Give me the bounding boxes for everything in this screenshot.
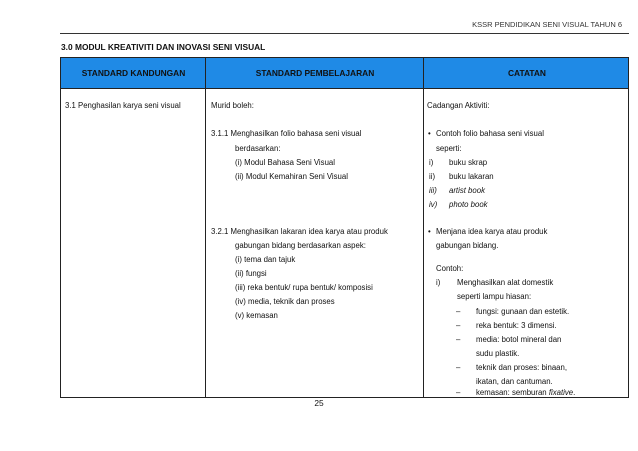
- activity-bullet-1: Contoh folio bahasa seni visual: [436, 129, 544, 138]
- aspect-item-cont: sudu plastik.: [476, 349, 520, 358]
- activity-bullet-2: Menjana idea karya atau produk: [436, 227, 548, 236]
- aspect-item: [476, 388, 575, 398]
- catatan-intro: Cadangan Aktiviti:: [427, 101, 490, 110]
- bullet-marker: •: [428, 227, 431, 236]
- learning-sub-item: (i) Modul Bahasa Seni Visual: [235, 158, 335, 167]
- dash-marker: –: [456, 321, 461, 330]
- example-number: iv): [429, 200, 438, 209]
- aspect-item: media: botol mineral dan: [476, 335, 562, 344]
- learning-standard-3-1-1-cont: berdasarkan:: [235, 144, 281, 153]
- learning-standard-3-2-1: 3.2.1 Menghasilkan lakaran idea karya atau produk: [211, 227, 388, 236]
- aspect-item: fungsi: gunaan dan estetik.: [476, 307, 570, 316]
- dash-marker: –: [456, 363, 461, 372]
- pembelajaran-intro: Murid boleh:: [211, 101, 254, 110]
- activity-bullet-2-cont: gabungan bidang.: [436, 241, 499, 250]
- bullet-marker: •: [428, 129, 431, 138]
- example-item: photo book: [449, 200, 488, 209]
- aspect-item-italic: fixative: [548, 388, 574, 397]
- dash-marker: –: [456, 335, 461, 344]
- column-header-standard-pembelajaran: STANDARD PEMBELAJARAN: [255, 68, 375, 78]
- curriculum-table: [60, 57, 629, 398]
- example-item: buku lakaran: [449, 172, 494, 181]
- learning-sub-item: (ii) Modul Kemahiran Seni Visual: [235, 172, 348, 181]
- page-number: 25: [314, 398, 324, 408]
- learning-sub-item: (iv) media, teknik dan proses: [235, 297, 335, 306]
- learning-sub-item: (ii) fungsi: [235, 269, 267, 278]
- document-header: KSSR PENDIDIKAN SENI VISUAL TAHUN 6: [472, 20, 622, 29]
- column-header-standard-kandungan: STANDARD KANDUNGAN: [81, 68, 186, 78]
- example-number: iii): [429, 186, 437, 195]
- learning-standard-3-2-1-cont: gabungan bidang berdasarkan aspek:: [235, 241, 366, 250]
- column-divider: [205, 58, 206, 397]
- activity-bullet-1-cont: seperti:: [436, 144, 462, 153]
- dash-marker: –: [456, 307, 461, 316]
- example-item: buku skrap: [449, 158, 488, 167]
- example-item: artist book: [449, 186, 485, 195]
- aspect-item-text: kemasan: semburan: [476, 388, 549, 397]
- example-number: ii): [429, 172, 436, 181]
- contoh-label: Contoh:: [436, 264, 464, 273]
- module-title: 3.0 MODUL KREATIVITI DAN INOVASI SENI VISUAL: [61, 42, 266, 52]
- column-header-catatan: CATATAN: [508, 68, 546, 78]
- standard-kandungan-cell: 3.1 Penghasilan karya seni visual: [65, 101, 181, 110]
- learning-sub-item: (i) tema dan tajuk: [235, 255, 296, 264]
- column-divider: [423, 58, 424, 397]
- aspect-item-period: .: [573, 388, 576, 397]
- header-rule: [60, 33, 629, 34]
- learning-sub-item: (iii) reka bentuk/ rupa bentuk/ komposisi: [235, 283, 373, 292]
- contoh-item: Menghasilkan alat domestik: [457, 278, 554, 287]
- dash-marker: –: [456, 388, 461, 397]
- example-number: i): [429, 158, 434, 167]
- learning-sub-item: (v) kemasan: [235, 311, 278, 320]
- aspect-item: teknik dan proses: binaan,: [476, 363, 568, 372]
- aspect-item-cont: ikatan, dan cantuman.: [476, 377, 553, 386]
- learning-standard-3-1-1: 3.1.1 Menghasilkan folio bahasa seni visual: [211, 129, 362, 138]
- contoh-number: i): [436, 278, 441, 287]
- contoh-item-cont: seperti lampu hiasan:: [457, 292, 532, 301]
- aspect-item: reka bentuk: 3 dimensi.: [476, 321, 557, 330]
- table-header-row: [61, 58, 628, 89]
